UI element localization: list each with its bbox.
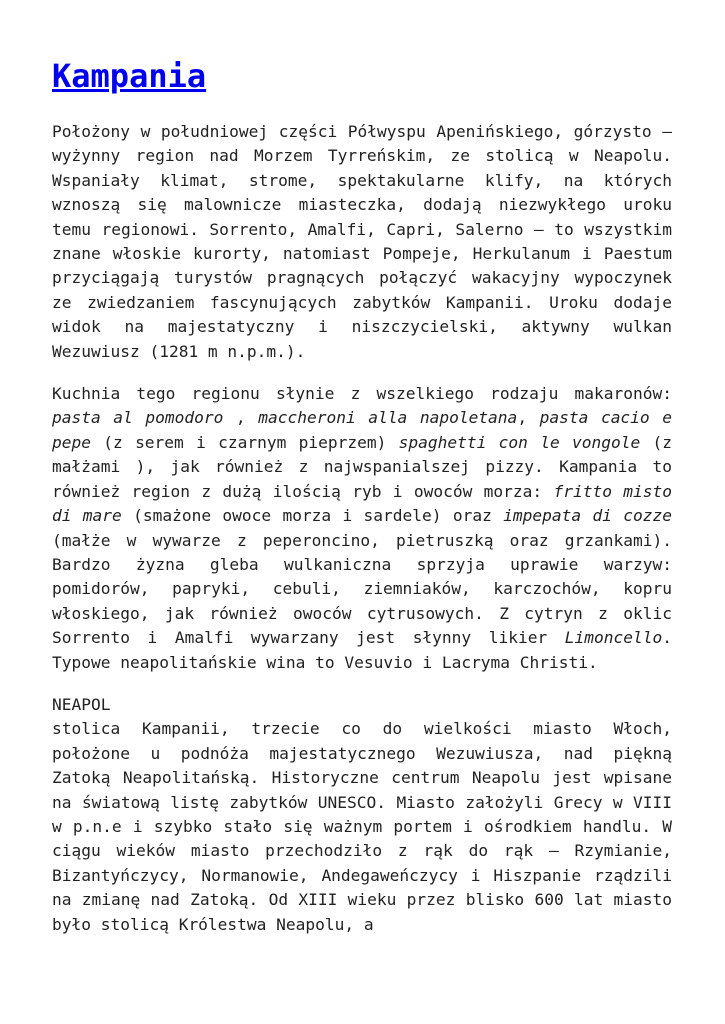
- cuisine-text: (małże w wywarze z peperoncino, pietruszką oraz grzankami). Bardzo żyzna gleba wulkaniczna sprzyja uprawie warzyw: pomidorów, papryki, cebuli, ziemniaków, karczochów, kopru włoskiego, jak również owoców cytrusowych. Z cytryn z oklic Sorrento i Amalfi wywarzany jest słynny likier: [52, 530, 672, 648]
- article-title-link[interactable]: Kampania: [52, 57, 207, 95]
- cuisine-paragraph: [52, 382, 672, 675]
- cuisine-text: Kuchnia tego regionu słynie z wszelkiego rodzaju makaronów:: [52, 384, 672, 404]
- cuisine-text: (z małżami ), jak również z najwspanialszej pizzy. Kampania to również region z dużą ilością ryb i owoców morza:: [52, 432, 672, 501]
- dish-name: pasta cacio e pepe: [52, 408, 672, 452]
- cuisine-text: (smażone owoce morza i sardele) oraz: [121, 506, 504, 526]
- article: [52, 56, 672, 955]
- article-title: [52, 56, 672, 96]
- dish-name: fritto misto di mare: [52, 481, 672, 526]
- dish-name: pasta al pomodoro: [52, 408, 224, 428]
- intro-paragraph: Położony w południowej części Półwyspu Apenińskiego, górzysto – wyżynny region nad Morzem Tyrreńskim, ze stolicą w Neapolu. Wspaniały klimat, strome, spektakularne klify, na których wznoszą się malownicze miasteczka, dodają niezwykłego uroku temu regionowi. Sorrento, Amalfi, Capri, Salerno – to wszystkim znane włoskie kurorty, natomiast Pompeje, Herkulanum i Paestum przyciągają turystów pragnących połączyć wakacyjny wypoczynek ze zwiedzaniem fascynujących zabytków Kampanii. Uroku dodaje widok na majestatyczny i niszczycielski, aktywny wulkan Wezuwiusz (1281 m n.p.m.).: [52, 122, 672, 361]
- cuisine-text: (z serem i czarnym pieprzem): [90, 432, 399, 452]
- dish-name: maccheroni alla napoletana: [258, 408, 518, 428]
- naples-heading: NEAPOL: [52, 694, 111, 714]
- cuisine-text: ,: [223, 408, 259, 428]
- cuisine-text: . Typowe neapolitańskie wina to Vesuvio i Lacryma Christi.: [52, 628, 672, 672]
- naples-paragraph: stolica Kampanii, trzecie co do wielkości miasto Włoch, położone u podnóża majestatycznego Wezuwiusza, nad piękną Zatoką Neapolitańską. Historyczne centrum Neapolu jest wpisane na światową listę zabytków UNESCO. Miasto założyli Grecy w VIII w p.n.e i szybko stało się ważnym portem i ośrodkiem handlu. W ciągu wieków miasto przechodziło z rąk do rąk – Rzymianie, Bizantyńczycy, Normanowie, Andegaweńczycy i Hiszpanie rządzili na zmianę nad Zatoką. Od XIII wieku przez blisko 600 lat miasto było stolicą Królestwa Neapolu, a: [52, 719, 672, 934]
- liqueur-name: Limoncello: [564, 628, 663, 648]
- dish-name: impepata di cozze: [503, 506, 672, 526]
- cuisine-text: ,: [517, 408, 540, 428]
- dish-name: spaghetti con le vongole: [398, 432, 641, 452]
